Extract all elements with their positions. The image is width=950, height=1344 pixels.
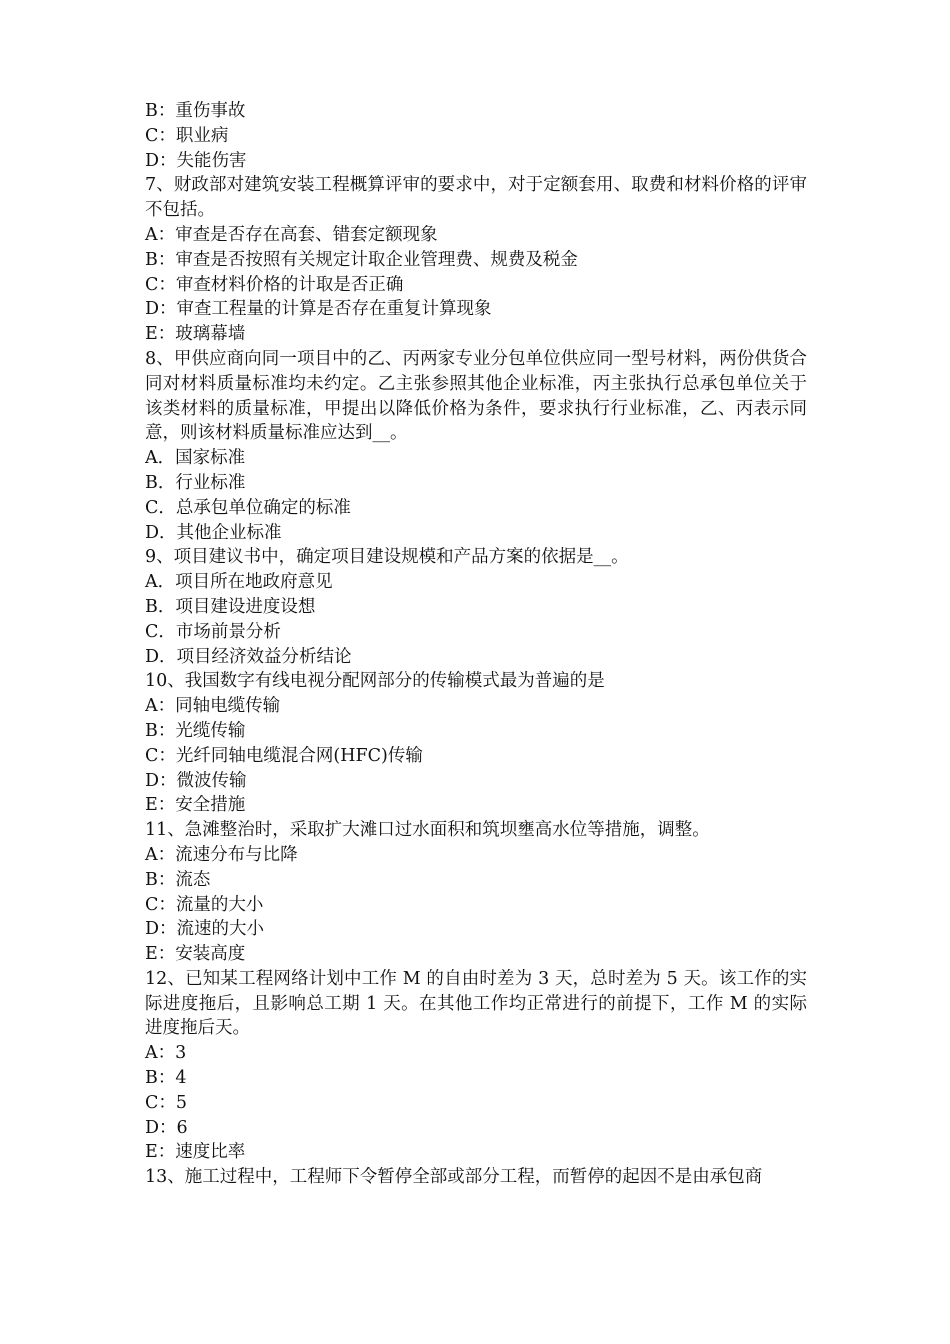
option-line: A：同轴电缆传输 [145,696,281,717]
option-line: E：安全措施 [145,795,246,816]
option-line: A：3 [145,1043,187,1064]
option-line: B．项目建设进度设想 [145,596,316,617]
option-line: A：流速分布与比降 [145,844,298,865]
document-page [145,99,807,1190]
option-line: D：微波传输 [145,770,247,791]
option-line: D：6 [145,1117,188,1138]
option-line: B：光缆传输 [145,720,246,741]
option-line: A．国家标准 [145,448,246,469]
option-line: D：流速的大小 [145,919,265,940]
option-line: C：流量的大小 [145,894,264,915]
question-text: 8、甲供应商向同一项目中的乙、丙两家专业分包单位供应同一型号材料，两份供货合同对材料质量标准均未约定。乙主张参照其他企业标准，丙主张执行总承包单位关于该类材料的质量标准，甲提出以降低价格为条件，要求执行行业标准，乙、丙表示同意，则该材料质量标准应达到__。 [145,348,807,444]
option-line: A．项目所在地政府意见 [145,572,333,593]
option-line: D：审查工程量的计算是否存在重复计算现象 [145,299,492,320]
option-line: E：玻璃幕墙 [145,324,246,345]
option-line: C：审查材料价格的计取是否正确 [145,274,404,295]
question-text: 11、急滩整治时，采取扩大滩口过水面积和筑坝壅高水位等措施，调整。 [145,820,710,841]
option-line: C．市场前景分析 [145,621,281,642]
question-text: 12、已知某工程网络计划中工作 M 的自由时差为 3 天，总时差为 5 天。该工作的实际进度拖后，且影响总工期 1 天。在其他工作均正常进行的前提下，工作 M 的实际进度拖后天。 [145,968,807,1039]
option-line: B：4 [145,1068,187,1089]
option-line: C．总承包单位确定的标准 [145,497,351,518]
option-line: C：光纤同轴电缆混合网(HFC)传输 [145,745,423,766]
option-line: C：职业病 [145,125,229,146]
option-line: B：流态 [145,869,211,890]
option-line: C：5 [145,1092,188,1113]
option-line: D：失能伤害 [145,150,247,171]
option-line: B．行业标准 [145,472,246,493]
option-line: E：速度比率 [145,1142,246,1163]
option-line: D．项目经济效益分析结论 [145,646,352,667]
option-line: A：审查是否存在高套、错套定额现象 [145,224,438,245]
question-text: 13、施工过程中，工程师下令暂停全部或部分工程，而暂停的起因不是由承包商 [145,1167,763,1188]
option-line: B：重伤事故 [145,101,246,121]
question-text: 9、项目建议书中，确定项目建设规模和产品方案的依据是__。 [145,547,629,568]
option-line: B：审查是否按照有关规定计取企业管理费、规费及税金 [145,249,578,270]
option-line: D．其他企业标准 [145,522,282,543]
question-text: 7、财政部对建筑安装工程概算评审的要求中，对于定额套用、取费和材料价格的评审不包括。 [145,175,807,221]
question-text: 10、我国数字有线电视分配网部分的传输模式最为普遍的是 [145,671,605,692]
option-line: E：安装高度 [145,944,246,965]
